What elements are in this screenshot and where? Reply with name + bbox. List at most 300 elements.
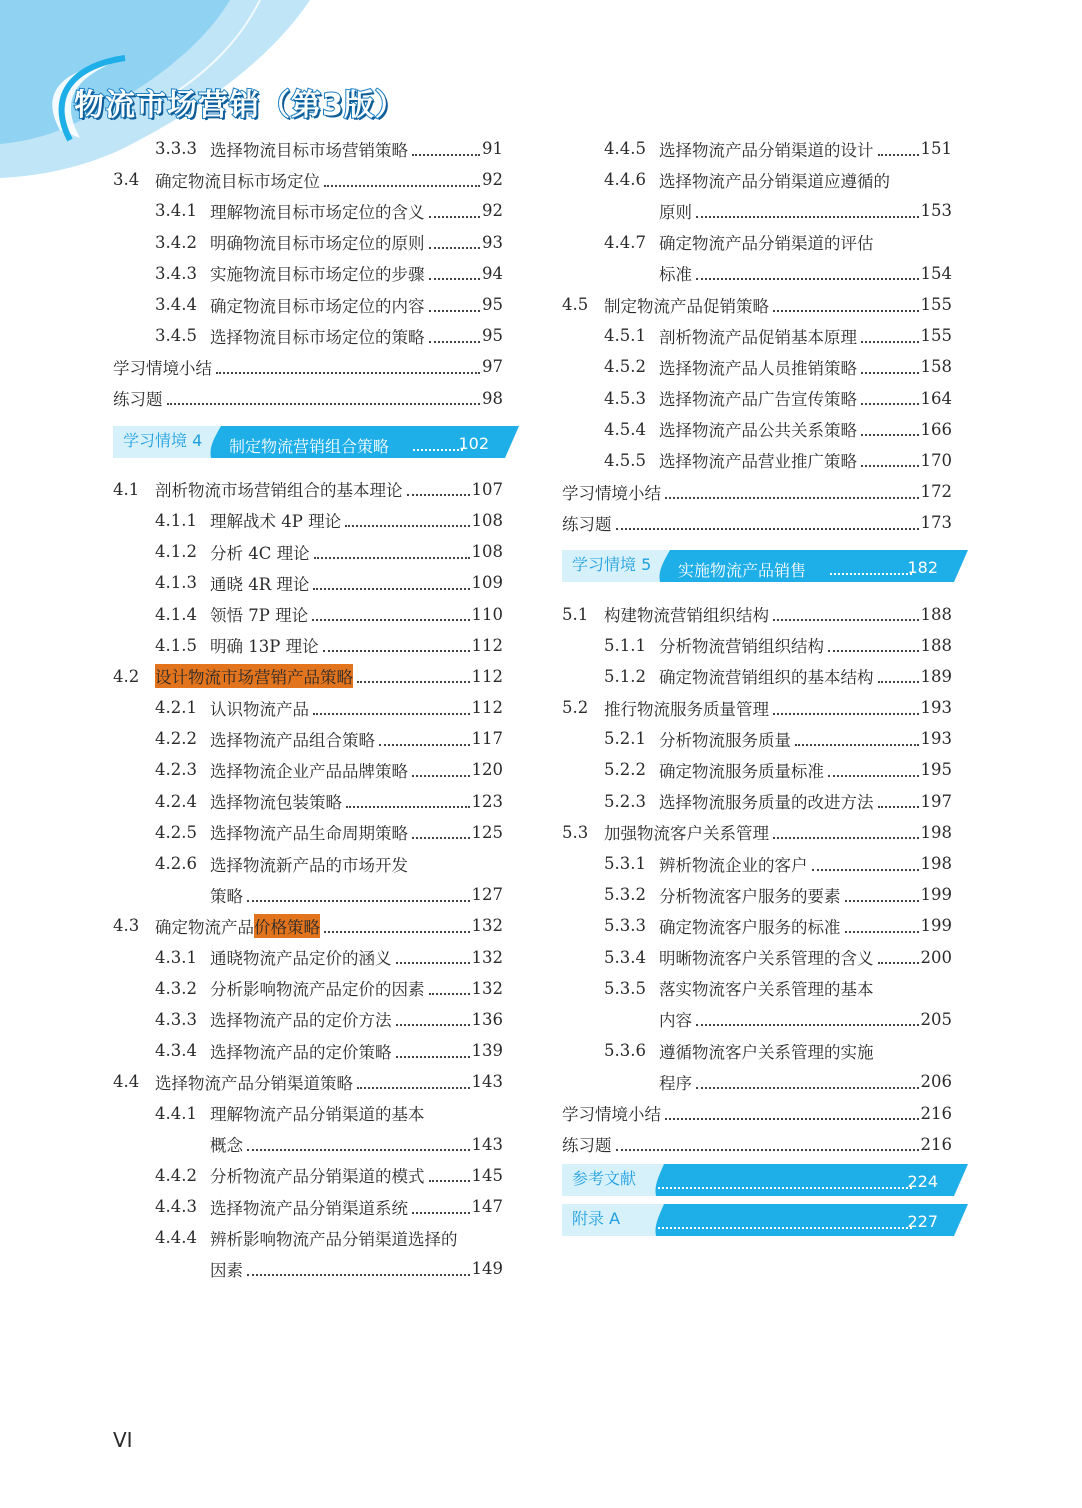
toc-entry[interactable] [562, 598, 952, 629]
page-ref: 123 [471, 791, 503, 811]
leader-dots [407, 494, 470, 496]
page-ref: 170 [920, 450, 952, 470]
section-title: 选择物流包装策略 [210, 793, 342, 813]
leader-dots [878, 681, 919, 683]
toc-entry[interactable] [562, 133, 952, 164]
toc-list [113, 474, 503, 1285]
page-ref: 193 [920, 698, 952, 718]
toc-entry[interactable] [113, 723, 503, 754]
section-title: 因素 [210, 1260, 243, 1280]
section-number: 4.2.2 [155, 729, 197, 749]
page-ref: 108 [471, 510, 503, 530]
section-number: 5.2.2 [604, 760, 646, 780]
section-title: 确定物流产品分销渠道的评估 [659, 234, 874, 254]
section-title: 遵循物流客户关系管理的实施 [659, 1042, 874, 1062]
section-number: 4.3.1 [155, 947, 197, 967]
toc-entry[interactable] [562, 164, 952, 195]
toc-entry[interactable] [113, 383, 503, 414]
chapter-page: 182 [907, 558, 938, 578]
page-ref: 199 [920, 885, 952, 905]
toc-entry[interactable] [113, 786, 503, 817]
toc-entry[interactable] [113, 598, 503, 629]
toc-entry[interactable] [113, 536, 503, 567]
section-title: 确定物流目标市场定位的内容 [210, 296, 425, 316]
toc-entry[interactable] [562, 414, 952, 445]
leader-dots [247, 1149, 470, 1151]
section-title: 确定物流产品 [155, 917, 254, 937]
chapter-tag: 学习情境 5 [572, 555, 652, 575]
section-title: 剖析物流市场营销组合的基本理论 [155, 481, 403, 501]
appendix-label: 附录 A [572, 1208, 621, 1228]
section-title: 理解物流目标市场定位的含义 [210, 202, 425, 222]
page-ref: 158 [920, 357, 952, 377]
section-title: 剖析物流产品促销基本原理 [659, 327, 857, 347]
toc-list [562, 133, 952, 538]
page-ref: 199 [920, 916, 952, 936]
page-ref: 127 [471, 885, 503, 905]
toc-entry[interactable] [113, 1035, 503, 1066]
section-title: 选择物流目标市场定位的策略 [210, 327, 425, 347]
page-ref: 107 [471, 479, 503, 499]
section-title: 学习情境小结 [113, 358, 212, 378]
section-title: 练习题 [562, 514, 612, 534]
toc-entry[interactable] [113, 1066, 503, 1097]
toc-entry[interactable] [113, 879, 503, 910]
toc-entry[interactable] [562, 879, 952, 910]
toc-entry[interactable] [113, 1129, 503, 1160]
section-title: 实施物流目标市场定位的步骤 [210, 265, 425, 285]
section-number: 5.3.5 [604, 978, 646, 998]
page-ref: 195 [920, 760, 952, 780]
page-ref: 136 [471, 1009, 503, 1029]
leader-dots [861, 465, 919, 467]
leader-dots [167, 403, 481, 405]
section-number: 4.5 [562, 295, 589, 315]
section-number: 4.5.1 [604, 326, 646, 346]
page-ref: 189 [920, 666, 952, 686]
toc-entry[interactable] [113, 910, 503, 941]
section-number: 4.5.2 [604, 357, 646, 377]
leader-dots [773, 619, 919, 621]
section-title: 概念 [210, 1136, 243, 1156]
section-title: 选择物流产品营业推广策略 [659, 452, 857, 472]
toc-entry[interactable] [113, 630, 503, 661]
section-title: 分析物流产品分销渠道的模式 [210, 1167, 425, 1187]
page-ref: 94 [482, 263, 503, 283]
page-ref: 166 [920, 419, 952, 439]
page-ref: 198 [920, 854, 952, 874]
chapter-banner[interactable] [113, 418, 503, 470]
section-number: 5.2.3 [604, 791, 646, 811]
toc-entry[interactable] [113, 164, 503, 195]
section-title: 理解战术 4P 理论 [210, 512, 342, 532]
page-ref: 93 [482, 232, 503, 252]
leader-dots [878, 962, 919, 964]
section-number: 3.4.4 [155, 295, 197, 315]
section-title: 制定物流产品促销策略 [604, 296, 769, 316]
toc-entry[interactable] [113, 567, 503, 598]
toc-entry[interactable] [562, 1129, 952, 1160]
toc-entry[interactable] [562, 786, 952, 817]
section-number: 5.3.3 [604, 916, 646, 936]
leader-dots [828, 775, 919, 777]
page-ref: 132 [471, 978, 503, 998]
page-ref: 112 [471, 666, 503, 686]
toc-entry[interactable] [113, 817, 503, 848]
section-title: 确定物流服务质量标准 [659, 761, 824, 781]
book-title: 物流市场营销（第3版） [74, 88, 406, 123]
toc-entry[interactable] [562, 723, 952, 754]
leader-dots [357, 681, 470, 683]
section-number: 3.4.1 [155, 201, 197, 221]
section-title: 推行物流服务质量管理 [604, 699, 769, 719]
section-title: 选择物流产品广告宣传策略 [659, 390, 857, 410]
leader-dots [773, 837, 919, 839]
leader-dots [696, 1087, 919, 1089]
section-number: 4.2.6 [155, 854, 197, 874]
page-ref: 108 [471, 542, 503, 562]
page-ref: 153 [920, 201, 952, 221]
page-ref: 143 [471, 1134, 503, 1154]
page-ref: 149 [471, 1259, 503, 1279]
section-number: 4.1 [113, 479, 140, 499]
leader-dots [314, 557, 470, 559]
toc-entry[interactable] [562, 942, 952, 973]
section-number: 5.3 [562, 822, 589, 842]
toc-list [562, 598, 952, 1159]
leader-dots [861, 341, 919, 343]
toc-entry[interactable] [562, 227, 952, 258]
page-ref: 200 [920, 947, 952, 967]
toc-entry[interactable] [113, 942, 503, 973]
leader-dots [696, 278, 919, 280]
section-title: 分析 4C 理论 [210, 543, 310, 563]
section-title: 认识物流产品 [210, 699, 309, 719]
leader-dots [312, 619, 469, 621]
section-title: 分析物流服务质量 [659, 730, 791, 750]
leader-dots [773, 310, 919, 312]
section-number: 5.1 [562, 604, 589, 624]
leader-dots [429, 247, 481, 249]
section-title: 选择物流产品生命周期策略 [210, 824, 408, 844]
references-page: 224 [907, 1171, 938, 1191]
leader-dots [412, 1212, 470, 1214]
leader-dots [396, 1056, 470, 1058]
page-ref: 117 [471, 729, 503, 749]
section-number: 4.3 [113, 916, 140, 936]
toc-column-right [562, 133, 952, 1240]
section-title: 构建物流营销组织结构 [604, 606, 769, 626]
page-ref: 154 [920, 263, 952, 283]
leader-dots [828, 650, 919, 652]
toc-entry[interactable] [113, 1097, 503, 1128]
section-number: 4.4.1 [155, 1103, 197, 1123]
toc-entry[interactable] [562, 320, 952, 351]
toc-list [113, 133, 503, 414]
page-ref: 188 [920, 604, 952, 624]
page-ref: 120 [471, 760, 503, 780]
leader-dots [247, 1274, 470, 1276]
section-title: 选择物流产品分销渠道的设计 [659, 140, 874, 160]
page-ref: 172 [920, 482, 952, 502]
leader-dots [861, 372, 919, 374]
leader-dots [396, 1024, 470, 1026]
toc-entry[interactable] [562, 1066, 952, 1097]
toc-entry[interactable] [562, 910, 952, 941]
toc-entry[interactable] [562, 258, 952, 289]
page-ref: 95 [482, 295, 503, 315]
section-title: 练习题 [562, 1136, 612, 1156]
page-ref: 92 [482, 201, 503, 221]
page-ref: 206 [920, 1072, 952, 1092]
section-title: 选择物流产品分销渠道策略 [155, 1073, 353, 1093]
section-title: 明确 13P 理论 [210, 637, 319, 657]
leader-dots [429, 310, 481, 312]
page-ref: 132 [471, 916, 503, 936]
page-ref: 216 [920, 1103, 952, 1123]
leader-dots [665, 1118, 919, 1120]
toc-entry[interactable] [562, 692, 952, 723]
page-ref: 95 [482, 326, 503, 346]
section-number: 4.4.7 [604, 232, 646, 252]
section-title: 学习情境小结 [562, 1105, 661, 1125]
page-ref: 151 [920, 139, 952, 159]
toc-entry[interactable] [562, 1097, 952, 1128]
toc-entry[interactable] [113, 1191, 503, 1222]
chapter-title: 实施物流产品销售 [678, 561, 807, 581]
page-ref: 125 [471, 822, 503, 842]
toc-entry[interactable] [562, 383, 952, 414]
toc-entry[interactable] [562, 507, 952, 538]
section-number: 5.1.1 [604, 635, 646, 655]
page-ref: 193 [920, 729, 952, 749]
toc-entry[interactable] [562, 848, 952, 879]
toc-entry[interactable] [113, 848, 503, 879]
toc-entry[interactable] [562, 754, 952, 785]
section-number: 4.3.3 [155, 1009, 197, 1029]
highlighted-text: 设计物流市场营销产品策略 [155, 664, 353, 688]
leader-dots [324, 931, 470, 933]
leader-dots [324, 185, 480, 187]
section-title: 确定物流目标市场定位 [155, 171, 320, 191]
section-number: 4.4.5 [604, 139, 646, 159]
toc-entry[interactable] [113, 320, 503, 351]
section-number: 5.3.6 [604, 1041, 646, 1061]
page-ref: 109 [471, 573, 503, 593]
leader-dots [413, 449, 463, 451]
leader-dots [812, 869, 919, 871]
section-number: 4.1.2 [155, 542, 197, 562]
section-title: 通晓 4R 理论 [210, 574, 310, 594]
section-title: 选择物流产品组合策略 [210, 730, 375, 750]
page-ref: 143 [471, 1072, 503, 1092]
page-number: VI [113, 1428, 133, 1452]
leader-dots [313, 588, 469, 590]
section-title: 领悟 7P 理论 [210, 606, 309, 626]
toc-entry[interactable] [113, 133, 503, 164]
chapter-title: 制定物流营销组合策略 [229, 436, 390, 456]
section-number: 3.4.3 [155, 263, 197, 283]
page-ref: 155 [920, 295, 952, 315]
highlighted-text: 价格策略 [254, 914, 320, 938]
section-title: 选择物流目标市场营销策略 [210, 140, 408, 160]
section-title: 选择物流服务质量的改进方法 [659, 793, 874, 813]
page-ref: 216 [920, 1134, 952, 1154]
page-ref: 110 [471, 604, 503, 624]
leader-dots [616, 528, 919, 530]
section-number: 4.5.4 [604, 419, 646, 439]
chapter-page: 102 [458, 433, 489, 453]
leader-dots [795, 744, 919, 746]
page-ref: 139 [471, 1041, 503, 1061]
leader-dots [830, 573, 912, 575]
section-title: 选择物流产品分销渠道系统 [210, 1198, 408, 1218]
section-title: 标准 [659, 265, 692, 285]
section-title: 确定物流客户服务的标准 [659, 917, 841, 937]
section-number: 5.1.2 [604, 666, 646, 686]
section-title: 辨析物流企业的客户 [659, 855, 808, 875]
section-title: 分析物流客户服务的要素 [659, 886, 841, 906]
section-title: 选择物流产品的定价方法 [210, 1011, 392, 1031]
section-title: 加强物流客户关系管理 [604, 824, 769, 844]
section-title: 选择物流新产品的市场开发 [210, 855, 408, 875]
toc-entry[interactable] [113, 505, 503, 536]
toc-entry[interactable] [562, 1004, 952, 1035]
page-ref: 97 [482, 357, 503, 377]
toc-entry[interactable] [113, 195, 503, 226]
section-title: 确定物流营销组织的基本结构 [659, 668, 874, 688]
page-ref: 198 [920, 822, 952, 842]
references-label: 参考文献 [572, 1168, 637, 1188]
section-number: 4.2.5 [155, 822, 197, 842]
section-title: 选择物流产品人员推销策略 [659, 358, 857, 378]
leader-dots [429, 993, 470, 995]
toc-entry[interactable] [113, 1222, 503, 1253]
toc-entry[interactable] [113, 227, 503, 258]
leader-dots [845, 900, 919, 902]
section-title: 选择物流产品的定价策略 [210, 1042, 392, 1062]
leader-dots [861, 434, 919, 436]
section-title: 原则 [659, 202, 692, 222]
toc-entry[interactable] [562, 195, 952, 226]
section-number: 4.1.4 [155, 604, 197, 624]
toc-entry[interactable] [113, 474, 503, 505]
section-number: 3.4.2 [155, 232, 197, 252]
leader-dots [878, 154, 919, 156]
toc-entry[interactable] [113, 973, 503, 1004]
chapter-banner[interactable] [562, 542, 952, 594]
section-number: 4.2.4 [155, 791, 197, 811]
section-title: 分析影响物流产品定价的因素 [210, 980, 425, 1000]
toc-entry[interactable] [562, 289, 952, 320]
section-number: 4.4.6 [604, 170, 646, 190]
leader-dots [379, 744, 470, 746]
page-ref: 92 [482, 170, 503, 190]
toc-entry[interactable] [562, 661, 952, 692]
appendix-banner[interactable] [562, 1200, 952, 1240]
leader-dots [412, 837, 470, 839]
section-title: 内容 [659, 1011, 692, 1031]
page-ref: 112 [471, 698, 503, 718]
leader-dots [429, 341, 481, 343]
section-title: 策略 [210, 886, 243, 906]
page-ref: 147 [471, 1197, 503, 1217]
section-title: 选择物流产品分销渠道应遵循的 [659, 171, 890, 191]
page-ref: 112 [471, 635, 503, 655]
toc-entry[interactable] [562, 630, 952, 661]
section-number: 4.1.5 [155, 635, 197, 655]
section-title: 选择物流产品公共关系策略 [659, 421, 857, 441]
toc-entry[interactable] [113, 289, 503, 320]
page-ref: 205 [920, 1009, 952, 1029]
toc-entry[interactable] [113, 1004, 503, 1035]
page-ref: 132 [471, 947, 503, 967]
section-number: 4.4.4 [155, 1228, 197, 1248]
toc-entry[interactable] [113, 1160, 503, 1191]
toc-entry[interactable] [562, 1035, 952, 1066]
section-number: 4.3.4 [155, 1041, 197, 1061]
section-number: 4.3.2 [155, 978, 197, 998]
toc-entry[interactable] [113, 351, 503, 382]
section-number: 4.5.3 [604, 388, 646, 408]
leader-dots [412, 154, 480, 156]
toc-entry[interactable] [562, 476, 952, 507]
section-title: 程序 [659, 1073, 692, 1093]
leader-dots [845, 931, 919, 933]
leader-dots [658, 1227, 912, 1229]
leader-dots [616, 1149, 919, 1151]
toc-entry[interactable] [562, 817, 952, 848]
toc-entry[interactable] [113, 754, 503, 785]
leader-dots [696, 216, 919, 218]
leader-dots [861, 403, 919, 405]
leader-dots [313, 713, 470, 715]
page-ref: 155 [920, 326, 952, 346]
toc-entry[interactable] [113, 1253, 503, 1284]
leader-dots [412, 775, 470, 777]
toc-entry[interactable] [562, 351, 952, 382]
leader-dots [323, 650, 470, 652]
section-title: 落实物流客户关系管理的基本 [659, 980, 874, 1000]
section-number: 5.3.4 [604, 947, 646, 967]
page-ref: 91 [482, 139, 503, 159]
section-title: 选择物流企业产品品牌策略 [210, 761, 408, 781]
page-ref: 197 [920, 791, 952, 811]
appendix-page: 227 [907, 1211, 938, 1231]
toc-entry[interactable] [562, 973, 952, 1004]
leader-dots [658, 1187, 912, 1189]
toc-entry[interactable] [113, 692, 503, 723]
page-ref: 173 [920, 513, 952, 533]
section-number: 3.4 [113, 170, 140, 190]
section-number: 4.4.2 [155, 1165, 197, 1185]
leader-dots [346, 806, 470, 808]
section-number: 4.4 [113, 1072, 140, 1092]
section-number: 3.4.5 [155, 326, 197, 346]
toc-entry[interactable] [113, 661, 503, 692]
section-title: 通晓物流产品定价的涵义 [210, 949, 392, 969]
toc-entry[interactable] [113, 258, 503, 289]
toc-entry[interactable] [562, 445, 952, 476]
section-title: 明晰物流客户关系管理的含义 [659, 949, 874, 969]
section-number: 4.1.3 [155, 573, 197, 593]
leader-dots [216, 372, 480, 374]
leader-dots [696, 1024, 919, 1026]
page-ref: 188 [920, 635, 952, 655]
leader-dots [665, 497, 919, 499]
references-banner[interactable] [562, 1160, 952, 1200]
toc-column-left [113, 133, 503, 1285]
